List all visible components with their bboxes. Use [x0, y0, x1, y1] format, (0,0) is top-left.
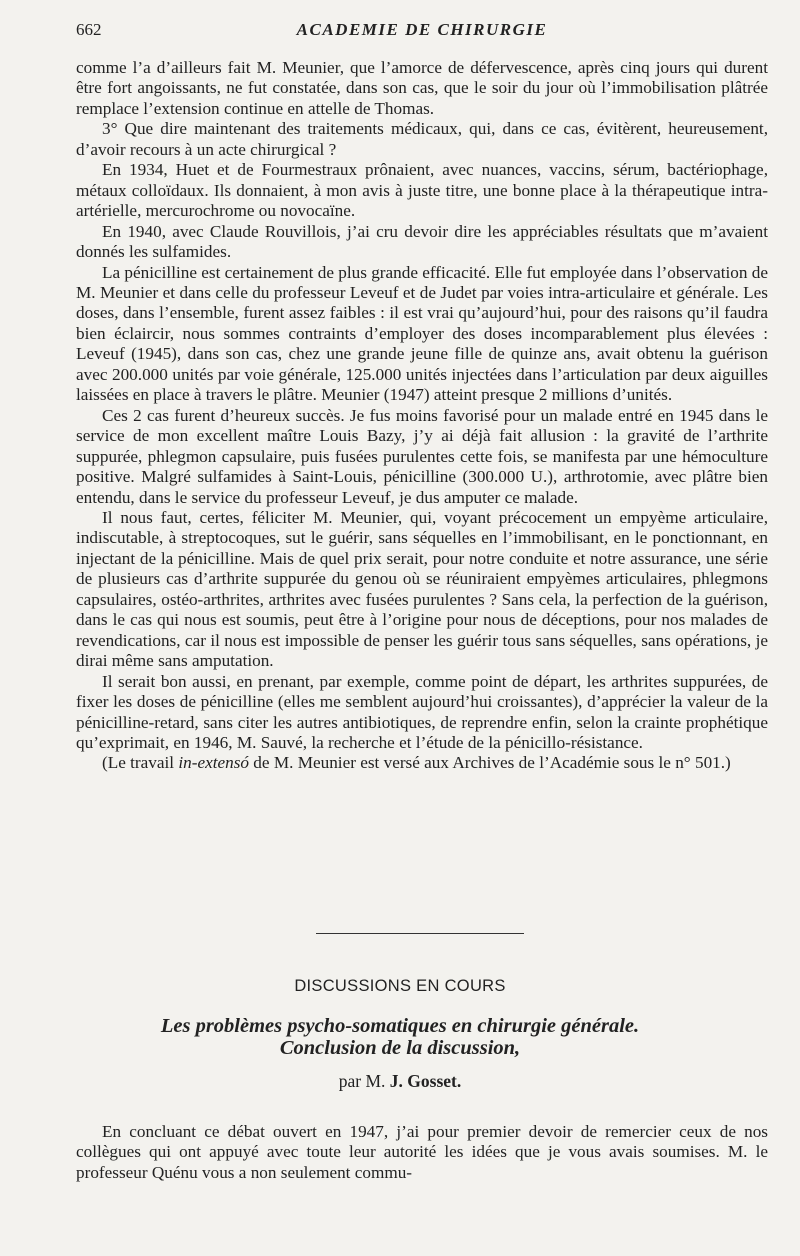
- running-head: [76, 18, 768, 42]
- byline: [0, 1071, 800, 1092]
- byline-prefix: par M.: [338, 1071, 390, 1091]
- author-name: J. Gosset.: [389, 1071, 462, 1091]
- paragraph: En concluant ce débat ouvert en 1947, j’ai pour premier devoir de remercier ceux de nos collègues qui ont appuyé avec toute leur autorité les idées que je vous avais soumises. M. le professeur Quénu vous a non seulement commu-: [76, 1122, 768, 1182]
- paragraph: Il serait bon aussi, en prenant, par exemple, comme point de départ, les arthrites suppurées, de fixer les doses de pénicilline (elles me semblent aujourd’hui croissantes), d’apprécier la valeur de la pénicilline-retard, sans citer les autres antibiotiques, de reprendre enfin, selon la crainte prophétique qu’exprimait, en 1946, M. Sauvé, la recherche et l’étude de la pénicillo-résistance.: [76, 671, 768, 752]
- closing-note-text-end: de M. Meunier est versé aux Archives de l’Académie sous le n° 501.): [249, 753, 731, 773]
- paragraph: comme l’a d’ailleurs fait M. Meunier, que l’amorce de défervescence, après cinq jours qui durent être fort angoissants, ne fut constatée, dans son cas, que le soir du jour où l’immobilisation plâtrée remplace l’extension continue en attelle de Thomas.: [76, 58, 768, 118]
- paragraph: En 1940, avec Claude Rouvillois, j’ai cru devoir dire les appréciables résultats que m’avaient donnés les sulfamides.: [76, 221, 768, 262]
- paragraph: Il nous faut, certes, féliciter M. Meunier, qui, voyant précocement un empyème articulaire, indiscutable, à streptocoques, sut le guérir, sans séquelles en l’immobilisant, en le ponctionnant, en injectant de la pénicilline. Mais de quel prix serait, pour notre conduite et notre assurance, une série de plusieurs cas d’arthrite suppurée du genou où se réuniraient empyèmes articulaires, phlegmons capsulaires, ostéo-arthrites, arthrites avec fusées purulentes ? Sans cela, la perfection de la guérison, dans le cas qui nous est soumis, peut être à l’origine pour nous de déceptions, pour nos malades de revendications, car il nous est impossible de penser les guérir tous sans séquelles, sans opérations, je dirai même sans amputation.: [76, 507, 768, 671]
- section-heading: DISCUSSIONS EN COURS: [294, 977, 506, 995]
- closing-note-italic: in-extensó: [178, 753, 249, 773]
- article-intro: [76, 1122, 768, 1183]
- paragraph: En 1934, Huet et de Fourmestraux prônaient, avec nuances, vaccins, sérum, bactériophage, métaux colloïdaux. Ils donnaient, à mon avis à juste titre, une bonne place à la thérapeutique intra-artérielle, mercurochrome ou novocaïne.: [76, 160, 768, 221]
- section-divider: [316, 933, 524, 934]
- paragraph: 3° Que dire maintenant des traitements médicaux, qui, dans ce cas, évitèrent, heureusement, d’avoir recours à un acte chirurgical ?: [76, 119, 768, 159]
- closing-note: [76, 753, 768, 773]
- paragraph: La pénicilline est certainement de plus grande efficacité. Elle fut employée dans l’observation de M. Meunier et dans celle du professeur Leveuf et de Judet par voies intra-articulaire et générale. Les doses, dans l’ensemble, furent assez faibles : il est vrai qu’aujourd’hui, pour des raisons qu’il faudra bien éclaircir, nous sommes contraints d’employer des doses incomparablement plus élevées : Leveuf (1945), dans son cas, chez une grande jeune fille de quinze ans, avait obtenu la guérison avec 200.000 unités par voie générale, 125.000 unités injectées dans l’articulation par deux aiguilles laissées en place à travers le plâtre. Meunier (1947) atteint presque 2 millions d’unités.: [76, 262, 768, 405]
- article-body: [76, 58, 768, 774]
- article-title-line: Conclusion de la discussion,: [279, 1036, 521, 1059]
- article-title-line: Les problèmes psycho-somatiques en chirurgie générale.: [160, 1015, 640, 1037]
- closing-note-text: (Le travail: [102, 753, 179, 773]
- page-number: 662: [76, 20, 102, 39]
- article-title: [0, 1016, 800, 1059]
- journal-title: ACADEMIE DE CHIRURGIE: [296, 20, 548, 39]
- paragraph: Ces 2 cas furent d’heureux succès. Je fus moins favorisé pour un malade entré en 1945 dans le service de mon excellent maître Louis Bazy, j’y ai déjà fait allusion : la gravité de l’arthrite suppurée, phlegmon capsulaire, puis fusées purulentes cette fois, se manifesta par une hémoculture positive. Malgré sulfamides à Saint-Louis, pénicilline (300.000 U.), arthrotomie, avec plâtre bien entendu, dans le service du professeur Leveuf, je dus amputer ce malade.: [76, 405, 768, 507]
